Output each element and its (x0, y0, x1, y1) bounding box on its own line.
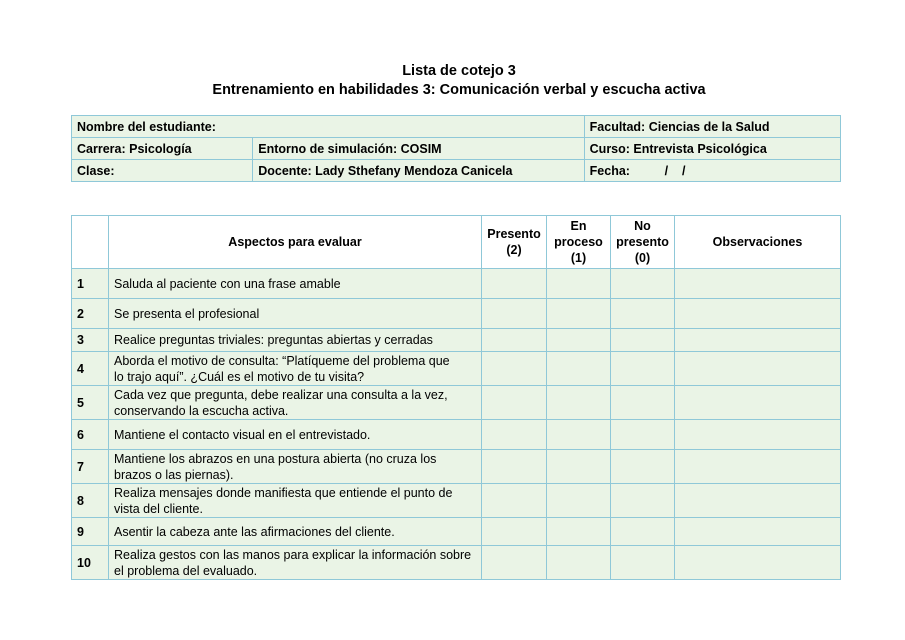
info-row-3 (72, 160, 841, 182)
row-number: 8 (72, 484, 109, 518)
observations-cell[interactable] (675, 352, 841, 386)
row-number: 3 (72, 329, 109, 352)
in-process-cell[interactable] (547, 450, 611, 484)
header-present-line-2: (2) (506, 243, 522, 257)
not-present-cell[interactable] (611, 386, 675, 420)
table-row (72, 269, 841, 299)
in-process-cell[interactable] (547, 269, 611, 299)
row-aspect (109, 352, 482, 386)
row-number: 4 (72, 352, 109, 386)
table-row (72, 299, 841, 329)
row-number: 1 (72, 269, 109, 299)
document-subtitle: Entrenamiento en habilidades 3: Comunicación verbal y escucha activa (212, 82, 706, 98)
document-header (0, 62, 905, 100)
student-name-field[interactable]: Nombre del estudiante: (72, 116, 585, 138)
header-not-present-line-3: (0) (634, 251, 651, 265)
aspect-line-1: Realice preguntas triviales: preguntas abiertas y cerradas (114, 333, 433, 347)
present-cell[interactable] (482, 329, 547, 352)
evaluation-rows (72, 269, 841, 580)
table-row (72, 518, 841, 546)
present-cell[interactable] (482, 546, 547, 580)
header-not-present-line-1: No (634, 219, 651, 233)
row-number: 7 (72, 450, 109, 484)
not-present-cell[interactable] (611, 450, 675, 484)
row-number: 5 (72, 386, 109, 420)
present-cell[interactable] (482, 450, 547, 484)
evaluation-header-row (72, 216, 841, 269)
observations-cell[interactable] (675, 269, 841, 299)
present-cell[interactable] (482, 420, 547, 450)
in-process-cell[interactable] (547, 299, 611, 329)
student-info-table (71, 115, 841, 182)
present-cell[interactable] (482, 269, 547, 299)
observations-cell[interactable] (675, 546, 841, 580)
table-row (72, 352, 841, 386)
aspect-line-1: Cada vez que pregunta, debe realizar una consulta a la vez, (114, 387, 448, 402)
row-aspect (109, 484, 482, 518)
header-not-present-line-2: presento (616, 235, 669, 249)
not-present-cell[interactable] (611, 518, 675, 546)
not-present-cell[interactable] (611, 546, 675, 580)
aspect-line-2: conservando la escucha activa. (114, 403, 289, 418)
not-present-cell[interactable] (611, 329, 675, 352)
in-process-cell[interactable] (547, 420, 611, 450)
present-cell[interactable] (482, 518, 547, 546)
document-title: Lista de cotejo 3 (402, 63, 516, 79)
present-cell[interactable] (482, 484, 547, 518)
row-aspect (109, 329, 482, 352)
header-in-process-line-3: (1) (570, 251, 587, 265)
in-process-cell[interactable] (547, 386, 611, 420)
aspect-line-1: Realiza mensajes donde manifiesta que entiende el punto de (114, 485, 453, 500)
aspect-line-2: vista del cliente. (114, 501, 203, 516)
observations-cell[interactable] (675, 386, 841, 420)
row-number: 10 (72, 546, 109, 580)
header-not-present (611, 216, 675, 269)
info-row-1 (72, 116, 841, 138)
observations-cell[interactable] (675, 450, 841, 484)
header-present-line-1: Presento (487, 227, 541, 241)
table-row (72, 329, 841, 352)
not-present-cell[interactable] (611, 269, 675, 299)
info-row-2 (72, 138, 841, 160)
table-row (72, 450, 841, 484)
observations-cell[interactable] (675, 420, 841, 450)
in-process-cell[interactable] (547, 329, 611, 352)
faculty-field: Facultad: Ciencias de la Salud (584, 116, 840, 138)
observations-cell[interactable] (675, 329, 841, 352)
class-field[interactable]: Clase: (72, 160, 253, 182)
not-present-cell[interactable] (611, 352, 675, 386)
career-field: Carrera: Psicología (72, 138, 253, 160)
header-present (482, 216, 547, 269)
row-number: 6 (72, 420, 109, 450)
row-aspect (109, 420, 482, 450)
aspect-line-1: Aborda el motivo de consulta: “Platíqueme del problema que (114, 353, 450, 368)
evaluation-table (71, 215, 841, 580)
table-row (72, 420, 841, 450)
table-row (72, 484, 841, 518)
aspect-line-1: Asentir la cabeza ante las afirmaciones del cliente. (114, 524, 395, 539)
header-observations: Observaciones (675, 216, 841, 269)
aspect-line-1: Mantiene el contacto visual en el entrevistado. (114, 427, 371, 442)
in-process-cell[interactable] (547, 518, 611, 546)
present-cell[interactable] (482, 386, 547, 420)
table-row (72, 546, 841, 580)
header-in-process (547, 216, 611, 269)
row-aspect (109, 518, 482, 546)
row-aspect (109, 299, 482, 329)
course-field: Curso: Entrevista Psicológica (584, 138, 840, 160)
observations-cell[interactable] (675, 299, 841, 329)
not-present-cell[interactable] (611, 420, 675, 450)
header-in-process-line-1: En (570, 219, 587, 233)
present-cell[interactable] (482, 299, 547, 329)
row-aspect (109, 386, 482, 420)
row-aspect (109, 546, 482, 580)
teacher-field: Docente: Lady Sthefany Mendoza Canicela (253, 160, 584, 182)
aspect-line-1: Se presenta el profesional (114, 306, 260, 321)
observations-cell[interactable] (675, 518, 841, 546)
header-in-process-line-2: proceso (554, 235, 603, 249)
row-number: 2 (72, 299, 109, 329)
in-process-cell[interactable] (547, 484, 611, 518)
row-number: 9 (72, 518, 109, 546)
row-aspect (109, 269, 482, 299)
aspect-line-2: lo trajo aquí”. ¿Cuál es el motivo de tu visita? (114, 369, 365, 384)
aspect-line-2: brazos o las piernas). (114, 467, 234, 482)
header-aspects: Aspectos para evaluar (109, 216, 482, 269)
not-present-cell[interactable] (611, 484, 675, 518)
table-row (72, 386, 841, 420)
date-field[interactable]: Fecha: / / (584, 160, 840, 182)
in-process-cell[interactable] (547, 546, 611, 580)
environment-field: Entorno de simulación: COSIM (253, 138, 584, 160)
row-aspect (109, 450, 482, 484)
present-cell[interactable] (482, 352, 547, 386)
aspect-line-1: Mantiene los abrazos en una postura abierta (no cruza los (114, 451, 437, 466)
header-number-cell (72, 216, 109, 269)
aspect-line-1: Saluda al paciente con una frase amable (114, 276, 341, 291)
aspect-line-1: Realiza gestos con las manos para explicar la información sobre (114, 547, 472, 562)
in-process-cell[interactable] (547, 352, 611, 386)
aspect-line-2: el problema del evaluado. (114, 563, 258, 578)
not-present-cell[interactable] (611, 299, 675, 329)
observations-cell[interactable] (675, 484, 841, 518)
